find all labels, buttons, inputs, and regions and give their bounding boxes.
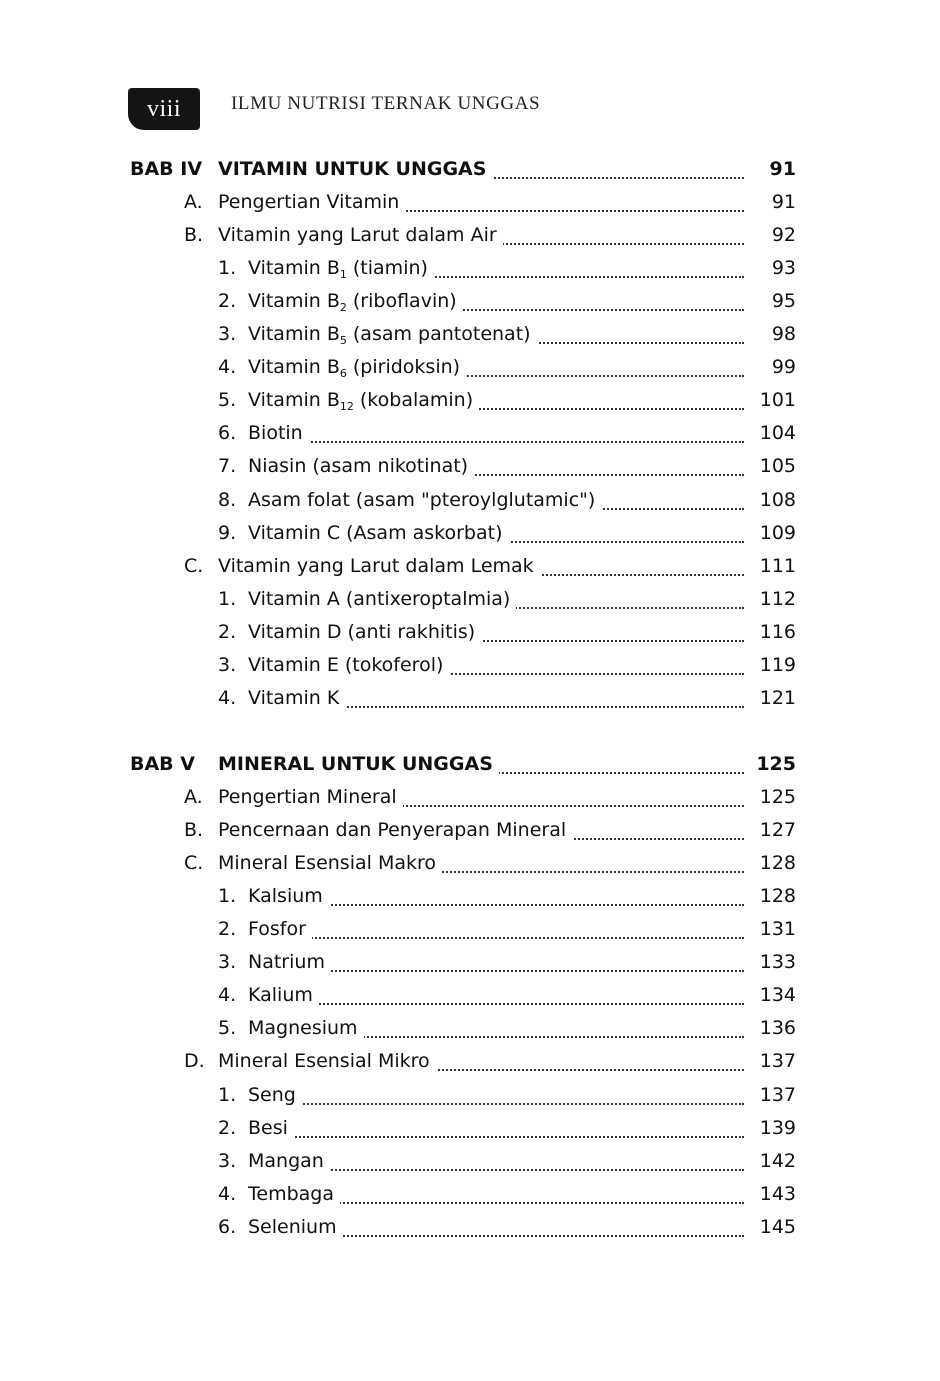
section-letter: C. <box>184 554 204 577</box>
entry-page: 139 <box>759 1116 796 1139</box>
subsection-number: 4. <box>218 984 237 1007</box>
entry-page: 128 <box>759 885 796 908</box>
toc-subsection-row[interactable] <box>0 914 940 944</box>
page-number-badge: viii <box>128 88 200 130</box>
subsection-number: 6. <box>218 1215 237 1238</box>
subsection-number: 8. <box>218 488 237 511</box>
entry-title: Vitamin D (anti rakhitis) <box>248 621 481 643</box>
toc-subsection-row[interactable] <box>0 1013 940 1043</box>
entry-title: Vitamin yang Larut dalam Air <box>218 224 503 246</box>
toc-subsection-row[interactable] <box>0 518 940 548</box>
subsection-title-wrap <box>248 1212 744 1242</box>
entry-page: 121 <box>759 686 796 709</box>
subsection-number: 2. <box>218 620 237 643</box>
subsection-title-wrap <box>248 881 744 911</box>
chapter-title-wrap <box>218 749 744 779</box>
toc-subsection-row[interactable] <box>0 1212 940 1242</box>
entry-title: Natrium <box>248 951 331 973</box>
toc-subsection-row[interactable] <box>0 352 940 382</box>
entry-page: 116 <box>759 620 796 643</box>
entry-title: Vitamin E (tokoferol) <box>248 654 449 676</box>
subsection-number: 4. <box>218 1182 237 1205</box>
section-letter: B. <box>184 819 204 842</box>
entry-page: 134 <box>759 984 796 1007</box>
entry-title: Mangan <box>248 1150 330 1172</box>
subsection-title-wrap <box>248 286 744 316</box>
toc-subsection-row[interactable] <box>0 1080 940 1110</box>
entry-page: 111 <box>759 554 796 577</box>
subsection-number: 3. <box>218 1149 237 1172</box>
entry-page: 136 <box>759 1017 796 1040</box>
toc-section-row[interactable] <box>0 848 940 878</box>
entry-title: Pengertian Mineral <box>218 786 403 808</box>
subsection-number: 1. <box>218 257 237 280</box>
subsection-title-wrap <box>248 1013 744 1043</box>
entry-title: Pengertian Vitamin <box>218 191 405 213</box>
subsection-title-wrap <box>248 1113 744 1143</box>
toc-subsection-row[interactable] <box>0 1113 940 1143</box>
entry-title: Vitamin K <box>248 687 345 709</box>
subsection-title-wrap <box>248 1146 744 1176</box>
chapter-page: 125 <box>756 753 796 775</box>
entry-page: 91 <box>771 191 796 214</box>
entry-page: 95 <box>771 290 796 313</box>
subsection-number: 7. <box>218 455 237 478</box>
subsection-number: 4. <box>218 356 237 379</box>
subsection-number: 5. <box>218 1017 237 1040</box>
entry-page: 101 <box>759 389 796 412</box>
subsection-title-wrap <box>248 980 744 1010</box>
entry-page: 137 <box>759 1050 796 1073</box>
chapter-page: 91 <box>769 158 796 180</box>
toc-subsection-row[interactable] <box>0 253 940 283</box>
entry-page: 143 <box>759 1182 796 1205</box>
entry-title: Vitamin $B_{12}$ (kobalamin) <box>248 389 479 411</box>
chapter-title-wrap <box>218 154 744 184</box>
section-letter: A. <box>184 786 203 809</box>
dot-leader <box>248 1101 744 1105</box>
entry-page: 109 <box>759 521 796 544</box>
toc-subsection-row[interactable] <box>0 385 940 415</box>
toc-subsection-row[interactable] <box>0 650 940 680</box>
subsection-number: 1. <box>218 885 237 908</box>
dot-leader <box>248 1134 744 1138</box>
dot-leader <box>248 439 744 443</box>
chapter-title: MINERAL UNTUK UNGGAS <box>218 753 499 775</box>
entry-title: Seng <box>248 1084 302 1106</box>
subsection-title-wrap <box>248 253 744 283</box>
subscript: 6 <box>339 367 347 381</box>
subsection-title-wrap <box>248 914 744 944</box>
entry-title: Pencernaan dan Penyerapan Mineral <box>218 819 572 841</box>
entry-title: Selenium <box>248 1216 343 1238</box>
subsection-number: 6. <box>218 422 237 445</box>
subsection-title-wrap <box>248 650 744 680</box>
entry-title: Mineral Esensial Makro <box>218 852 442 874</box>
entry-title: Vitamin C (Asam askorbat) <box>248 522 509 544</box>
entry-page: 99 <box>771 356 796 379</box>
toc-section-row[interactable] <box>0 220 940 250</box>
toc-subsection-row[interactable] <box>0 319 940 349</box>
toc-subsection-row[interactable] <box>0 1179 940 1209</box>
entry-title: Vitamin yang Larut dalam Lemak <box>218 555 540 577</box>
entry-page: 127 <box>759 819 796 842</box>
entry-page: 142 <box>759 1149 796 1172</box>
subscript: 5 <box>339 334 347 348</box>
section-letter: C. <box>184 852 204 875</box>
chapter-title: VITAMIN UNTUK UNGGAS <box>218 158 492 180</box>
subsection-title-wrap <box>248 947 744 977</box>
subsection-number: 2. <box>218 290 237 313</box>
subsection-title-wrap <box>248 518 744 548</box>
subsection-title-wrap <box>248 617 744 647</box>
subsection-title-wrap <box>248 319 744 349</box>
section-title-wrap <box>218 782 744 812</box>
entry-title: Magnesium <box>248 1017 364 1039</box>
entry-page: 133 <box>759 951 796 974</box>
entry-title: Niasin (asam nikotinat) <box>248 455 474 477</box>
section-title-wrap <box>218 815 744 845</box>
toc-section-row[interactable] <box>0 1046 940 1076</box>
subsection-number: 9. <box>218 521 237 544</box>
entry-title: Kalium <box>248 984 319 1006</box>
subsection-title-wrap <box>248 1080 744 1110</box>
toc-subsection-row[interactable] <box>0 881 940 911</box>
section-letter: D. <box>184 1050 205 1073</box>
subsection-title-wrap <box>248 352 744 382</box>
toc-section-row[interactable] <box>0 815 940 845</box>
section-title-wrap <box>218 848 744 878</box>
entry-page: 112 <box>759 587 796 610</box>
section-title-wrap <box>218 220 744 250</box>
entry-page: 137 <box>759 1083 796 1106</box>
entry-page: 125 <box>759 786 796 809</box>
section-title-wrap <box>218 187 744 217</box>
section-title-wrap <box>218 551 744 581</box>
toc-subsection-row[interactable] <box>0 418 940 448</box>
dot-leader <box>248 1001 744 1005</box>
toc-section-row[interactable] <box>0 782 940 812</box>
toc-chapter-row[interactable] <box>0 154 940 184</box>
dot-leader <box>248 935 744 939</box>
subsection-number: 3. <box>218 951 237 974</box>
subsection-number: 3. <box>218 323 237 346</box>
subsection-title-wrap <box>248 584 744 614</box>
entry-title: Vitamin $B_1$ (tiamin) <box>248 257 434 279</box>
entry-title: Fosfor <box>248 918 312 940</box>
entry-title: Biotin <box>248 422 309 444</box>
entry-title: Vitamin A (antixeroptalmia) <box>248 588 516 610</box>
subsection-number: 1. <box>218 587 237 610</box>
section-title-wrap <box>218 1046 744 1076</box>
toc-chapter-row[interactable] <box>0 749 940 779</box>
toc-subsection-row[interactable] <box>0 584 940 614</box>
toc-subsection-row[interactable] <box>0 947 940 977</box>
subsection-title-wrap <box>248 1179 744 1209</box>
subsection-title-wrap <box>248 385 744 415</box>
subsection-number: 4. <box>218 686 237 709</box>
section-letter: B. <box>184 224 204 247</box>
subsection-number: 2. <box>218 1116 237 1139</box>
subsection-title-wrap <box>248 451 744 481</box>
toc-subsection-row[interactable] <box>0 451 940 481</box>
entry-title: Kalsium <box>248 885 329 907</box>
toc-subsection-row[interactable] <box>0 980 940 1010</box>
entry-page: 93 <box>771 257 796 280</box>
entry-title: Vitamin $B_5$ (asam pantotenat) <box>248 323 537 345</box>
subsection-title-wrap <box>248 418 744 448</box>
toc-subsection-row[interactable] <box>0 683 940 713</box>
section-letter: A. <box>184 191 203 214</box>
toc-section-row[interactable] <box>0 187 940 217</box>
subsection-number: 3. <box>218 653 237 676</box>
subsection-number: 2. <box>218 918 237 941</box>
subsection-title-wrap <box>248 683 744 713</box>
entry-page: 92 <box>771 224 796 247</box>
subscript: 12 <box>339 400 354 414</box>
subscript: 1 <box>339 268 347 282</box>
entry-title: Vitamin $B_6$ (piridoksin) <box>248 356 466 378</box>
entry-page: 98 <box>771 323 796 346</box>
entry-page: 105 <box>759 455 796 478</box>
entry-title: Besi <box>248 1117 294 1139</box>
toc-subsection-row[interactable] <box>0 286 940 316</box>
entry-title: Tembaga <box>248 1183 340 1205</box>
toc-subsection-row[interactable] <box>0 485 940 515</box>
running-header-title: ILMU NUTRISI TERNAK UNGGAS <box>231 93 541 114</box>
entry-page: 145 <box>759 1215 796 1238</box>
toc-subsection-row[interactable] <box>0 1146 940 1176</box>
entry-title: Asam folat (asam "pteroylglutamic") <box>248 489 601 511</box>
subsection-number: 1. <box>218 1083 237 1106</box>
entry-title: Vitamin $B_2$ (riboflavin) <box>248 290 463 312</box>
subsection-title-wrap <box>248 485 744 515</box>
chapter-label: BAB IV <box>130 158 203 180</box>
subsection-number: 5. <box>218 389 237 412</box>
entry-page: 131 <box>759 918 796 941</box>
entry-page: 108 <box>759 488 796 511</box>
chapter-label: BAB V <box>130 753 195 775</box>
subscript: 2 <box>339 301 347 315</box>
entry-page: 128 <box>759 852 796 875</box>
entry-page: 119 <box>759 653 796 676</box>
entry-page: 104 <box>759 422 796 445</box>
toc-subsection-row[interactable] <box>0 617 940 647</box>
entry-title: Mineral Esensial Mikro <box>218 1050 436 1072</box>
toc-section-row[interactable] <box>0 551 940 581</box>
